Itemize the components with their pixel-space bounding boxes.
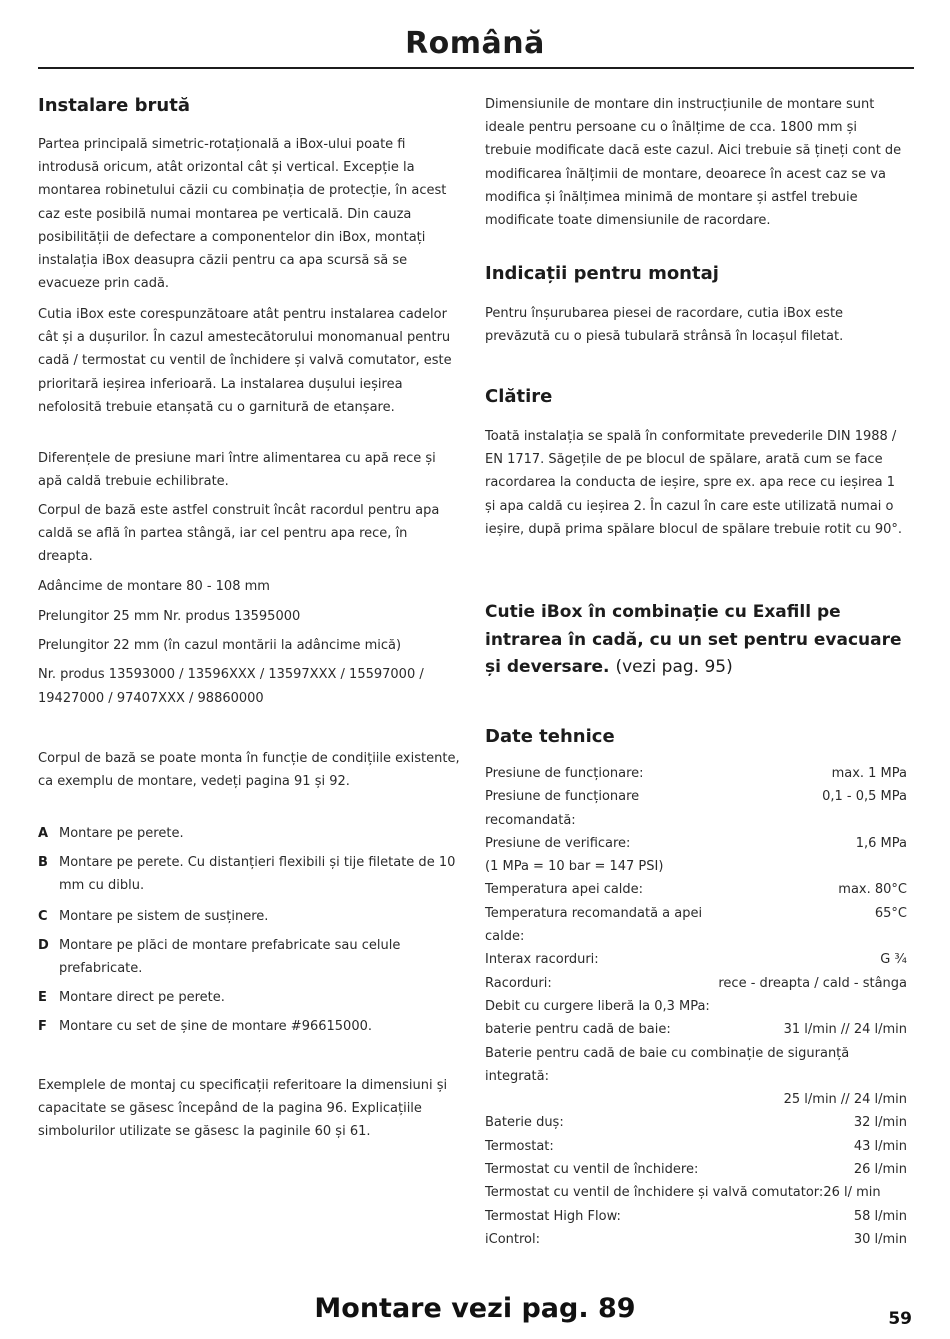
paragraph-5 (38, 747, 463, 793)
paragraph-dimensions (485, 93, 907, 232)
spec-label: Baterie duș: (485, 1115, 564, 1131)
spec-label: baterie pentru cadă de baie: (485, 1022, 671, 1038)
paragraph-text: Corpul de bază este astfel construit încât racordul pentru apa caldă se află în partea stângă, iar cel pentru apa rece, în dreapta. (38, 503, 440, 565)
spec-value: 25 l/min // 24 l/min (783, 1092, 907, 1108)
spec-label: Termostat: (485, 1138, 554, 1154)
list-item (38, 822, 463, 845)
table-row (485, 972, 907, 995)
exafill-page-ref: (vezi pag. 95) (615, 657, 733, 677)
table-row (485, 995, 907, 1018)
table-row (485, 1205, 907, 1228)
option-text: Montare pe perete. (59, 826, 184, 841)
spec-label: Baterie pentru cadă de baie cu combinație de siguranță integrată: (485, 1045, 850, 1084)
spec-wrapped-row (485, 1181, 907, 1204)
page-number: 59 (888, 1309, 912, 1329)
table-row (485, 832, 907, 855)
list-item (38, 905, 463, 928)
list-item (38, 851, 463, 897)
exafill-text (485, 599, 907, 682)
option-text: Montare pe sistem de susținere. (59, 908, 269, 924)
spec-label: Interax racorduri: (485, 952, 599, 968)
paragraph-text: Partea principală simetric-rotațională a iBox-ului poate fi introdusă oricum, atât orizontal cât și vertical. Excepție la montarea robinetului căzii cu combinația de protecție, în acest caz este posibilă numai montarea pe verticală. Din cauza posibilității de defectare a componentelor din iBox, montați instalația iBox deasupra căzii pentru ca apa scursă să se evacueze prin cadă. (38, 137, 447, 292)
spec-value: 65°C (874, 905, 907, 921)
spec-label: (1 MPa = 10 bar = 147 PSI) (485, 859, 664, 875)
spec-value: G ¾ (880, 952, 907, 968)
spec-label: Temperatura recomandată a apei calde: (485, 905, 703, 945)
table-row (485, 762, 907, 785)
spec-value: 1,6 MPa (855, 835, 907, 851)
list-item (38, 986, 463, 1009)
paragraph-1 (38, 133, 463, 295)
section-heading-clatire (485, 386, 907, 407)
spec-value: 43 l/min (853, 1138, 907, 1154)
extension-text: Prelungitor 25 mm Nr. produs 13595000 (38, 609, 301, 624)
table-row (485, 902, 907, 949)
spec-label: Presiune de funcționare recomandată: (485, 789, 640, 828)
paragraph-2 (38, 303, 463, 419)
spec-label: iControl: (485, 1231, 540, 1247)
heading-date-tehnice: Date tehnice (485, 726, 615, 747)
option-letter: A (38, 826, 49, 841)
extension-line-1 (38, 605, 463, 629)
spec-value: rece - dreapta / cald - stânga (718, 975, 907, 991)
option-text: Montare pe perete. Cu distanțieri flexibili și tije filetate de 10 mm cu diblu. (59, 855, 456, 894)
header-divider (38, 67, 914, 69)
heading-clatire: Clătire (485, 386, 553, 407)
table-row (485, 1042, 907, 1089)
paragraph-text: Dimensiunile de montare din instrucțiunile de montare sunt ideale pentru persoane cu o înălțime de cca. 1800 mm și trebuie modificate dacă este cazul. Aici trebuie să țineți cont de modificarea înălțimii de montare, deoarece în acest caz se va modifica și înălțimea minimă de montare și astfel trebuie modificate toate dimensiunile de racordare. (485, 97, 902, 229)
table-row (485, 1181, 907, 1204)
product-numbers (38, 663, 463, 710)
spec-label: Temperatura apei calde: (485, 882, 644, 898)
section-heading-date-tehnice (485, 726, 907, 747)
table-row (485, 1111, 907, 1134)
technical-data-table (485, 762, 907, 1251)
exafill-title: Cutie iBox în combinație cu Exafill pe intrarea în cadă, cu un set pentru evacuare și deversare. (485, 602, 902, 677)
table-row (485, 878, 907, 901)
paragraph-3 (38, 447, 463, 493)
option-text: Montare cu set de șine de montare #96615000. (59, 1019, 373, 1035)
technical-data (485, 762, 907, 1251)
spec-label: Debit cu curgere liberă la 0,3 MPa: (485, 998, 710, 1014)
paragraph-clatire (485, 425, 907, 541)
spec-value: 0,1 - 0,5 MPa (822, 789, 907, 805)
paragraph-text: Diferențele de presiune mari între alimentarea cu apă rece și apă caldă trebuie echilibrate. (38, 451, 436, 490)
table-row (485, 1018, 907, 1041)
spec-value: max. 1 MPa (831, 766, 907, 781)
option-letter: F (38, 1019, 47, 1035)
paragraph-text: Cutia iBox este corespunzătoare atât pentru instalarea cadelor cât și a dușurilor. În cazul amestecătorului monomanual pentru cadă / termostat cu ventil de închidere și valvă comutator, este prioritară ieșirea inferioară. La instalarea dușului ieșirea nefolosită trebuie etanșată cu o garnitură de etanșare. (38, 307, 452, 415)
table-row (485, 785, 907, 832)
paragraph-text: Pentru înșurubarea piesei de racordare, cutia iBox este prevăzută cu o piesă tubulară strânsă în locașul filetat. (485, 306, 844, 345)
list-item (38, 934, 463, 980)
table-row (485, 1158, 907, 1181)
extension-line-2 (38, 634, 463, 658)
table-row (485, 1135, 907, 1158)
exafill-note (485, 599, 907, 682)
footer-title: Montare vezi pag. 89 (314, 1293, 636, 1324)
section-heading-instalare-bruta (38, 95, 463, 116)
option-letter: D (38, 937, 49, 953)
mounting-options-list (38, 822, 463, 1039)
option-letter: C (38, 908, 48, 924)
paragraph-text: Exemplele de montaj cu specificații referitoare la dimensiuni și capacitate se găsesc începând de la pagina 96. Explicațiile simbolurilor utilizate se găsesc la paginile 60 și 61. (38, 1078, 448, 1140)
table-row (485, 1228, 907, 1251)
paragraph-6 (38, 1074, 463, 1144)
spec-label: Presiune de funcționare: (485, 766, 644, 781)
spec-value: 26 l/ min (823, 1185, 881, 1201)
spec-value: 58 l/min (853, 1208, 907, 1224)
spec-value: 32 l/min (853, 1115, 907, 1131)
option-text: Montare pe plăci de montare prefabricate sau celule prefabricate. (59, 937, 401, 977)
option-letter: E (38, 990, 47, 1006)
mounting-options (38, 822, 463, 1039)
table-row (485, 948, 907, 971)
spec-value: max. 80°C (838, 882, 907, 898)
spec-label: Termostat cu ventil de închidere și valvă comutator: (485, 1185, 824, 1201)
paragraph-4 (38, 499, 463, 569)
depth-text: Adâncime de montare 80 - 108 mm (38, 579, 270, 594)
heading-instalare-bruta: Instalare brută (38, 95, 190, 116)
paragraph-text: Corpul de bază se poate monta în funcție de condițiile existente, ca exemplu de montare, vedeți pagina 91 și 92. (38, 751, 460, 790)
paragraph-text: Toată instalația se spală în conformitate prevederile DIN 1988 / EN 1717. Săgețile de pe blocul de spălare, arată cum se face racordarea la conducta de ieșire, spre ex. apa rece cu ieșirea 1 și apa caldă cu ieșirea 2. În cazul în care este utilizată numai o ieșire, după prima spălare blocul de spălare trebuie rotit cu 90°. (485, 429, 903, 537)
paragraph-montaj (485, 302, 907, 348)
table-row (485, 1088, 907, 1111)
extension-text: Prelungitor 22 mm (în cazul montării la adâncime mică) (38, 638, 402, 653)
spec-label: Racorduri: (485, 975, 552, 991)
product-numbers-text: Nr. produs 13593000 / 13596XXX / 13597XXX / 15597000 / 19427000 / 97407XXX / 98860000 (38, 667, 424, 706)
page-title: Română (405, 26, 545, 61)
section-heading-montaj (485, 263, 907, 284)
option-text: Montare direct pe perete. (59, 990, 225, 1006)
table-row (485, 855, 907, 878)
list-item (38, 1015, 463, 1038)
spec-value: 31 l/min // 24 l/min (783, 1022, 907, 1038)
heading-indicatii-montaj: Indicații pentru montaj (485, 263, 719, 284)
spec-value: 26 l/min (853, 1162, 907, 1178)
depth-line (38, 575, 463, 599)
spec-label: Presiune de verificare: (485, 835, 631, 851)
spec-label: Termostat cu ventil de închidere: (485, 1162, 699, 1178)
spec-value: 30 l/min (853, 1231, 907, 1247)
spec-label: Termostat High Flow: (485, 1208, 621, 1224)
option-letter: B (38, 855, 48, 871)
